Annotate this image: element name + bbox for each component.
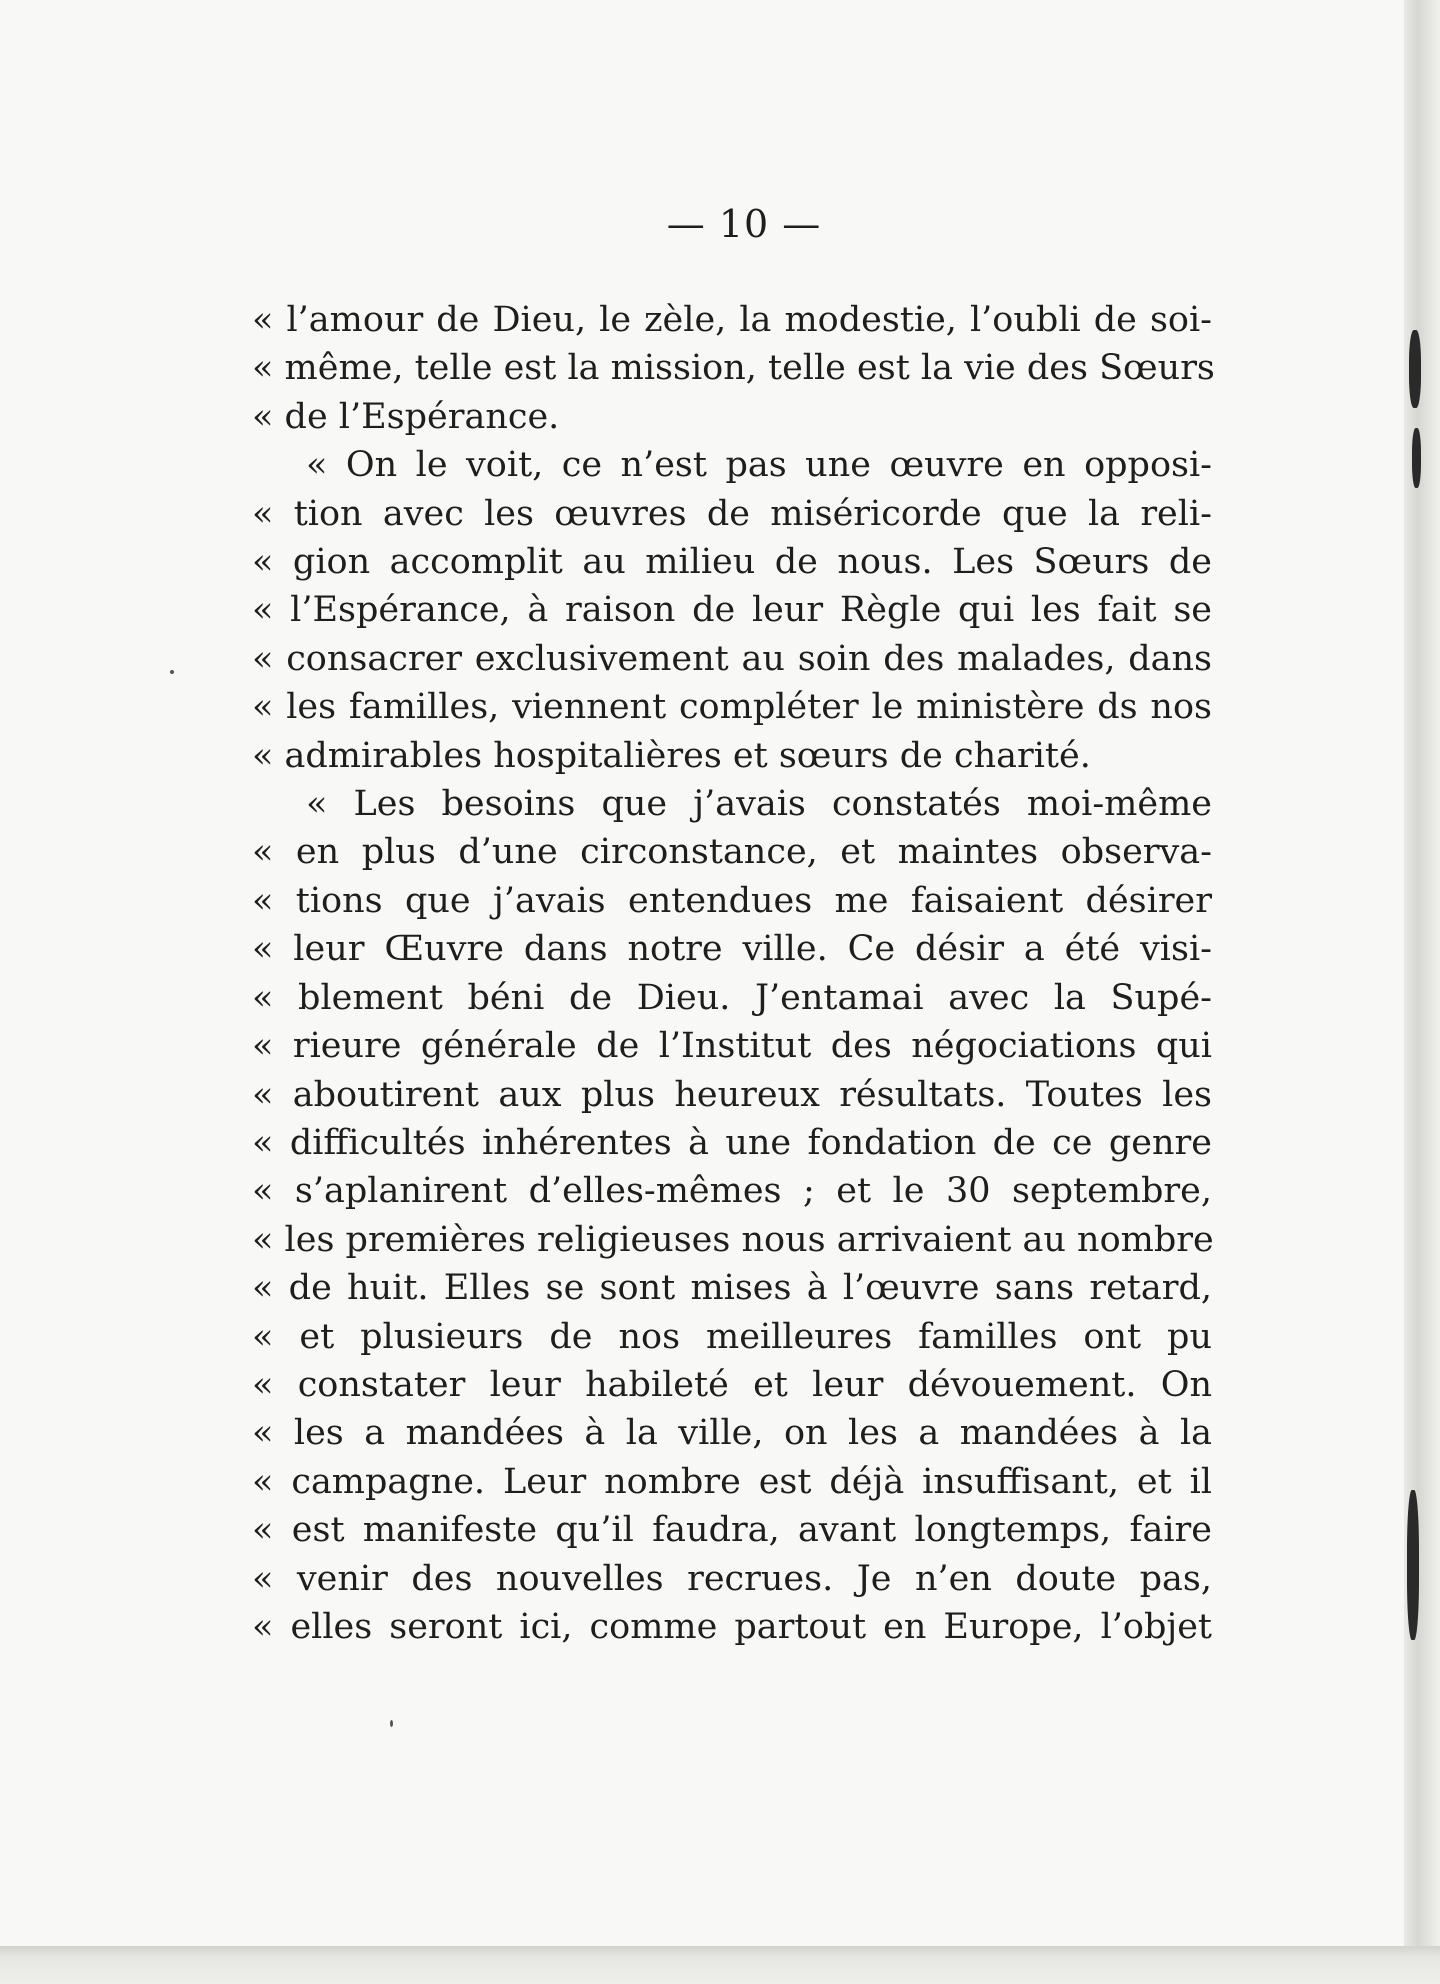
text-line: « est manifeste qu’il faudra, avant longtemps, faire bbox=[252, 1510, 1212, 1551]
text-line: « tion avec les œuvres de miséricorde que la reli- bbox=[252, 493, 1212, 534]
text-line: « aboutirent aux plus heureux résultats. Toutes les bbox=[252, 1074, 1212, 1115]
text-line: « blement béni de Dieu. J’entamai avec la Supé- bbox=[252, 977, 1212, 1018]
text-line: « s’aplanirent d’elles-mêmes ; et le 30 septembre, bbox=[252, 1171, 1212, 1212]
text-line: « rieure générale de l’Institut des négociations qui bbox=[252, 1026, 1212, 1067]
ink-speck bbox=[390, 1720, 393, 1727]
text-line: « de l’Espérance. bbox=[252, 396, 560, 437]
text-line: « l’amour de Dieu, le zèle, la modestie, l’oubli de soi- bbox=[252, 300, 1212, 340]
text-line: « l’Espérance, à raison de leur Règle qui les fait se bbox=[252, 590, 1212, 631]
text-line: « même, telle est la mission, telle est la vie des Sœurs bbox=[252, 348, 1215, 389]
text-line: « leur Œuvre dans notre ville. Ce désir a été visi- bbox=[252, 929, 1212, 970]
text-line: « gion accomplit au milieu de nous. Les Sœurs de bbox=[252, 542, 1212, 583]
text-line: « et plusieurs de nos meilleures familles ont pu bbox=[252, 1316, 1212, 1357]
text-line: « venir des nouvelles recrues. Je n’en doute pas, bbox=[252, 1558, 1212, 1599]
text-line: « constater leur habileté et leur dévouement. On bbox=[252, 1364, 1212, 1405]
text-line: « les premières religieuses nous arrivaient au nombre bbox=[252, 1219, 1214, 1260]
body-text bbox=[252, 296, 1215, 1651]
text-line: « Les besoins que j’avais constatés moi-même bbox=[306, 784, 1212, 825]
page-edge-right bbox=[1404, 0, 1440, 1984]
text-line: « les familles, viennent compléter le ministère ds nos bbox=[252, 687, 1212, 728]
text-line: « tions que j’avais entendues me faisaient désirer bbox=[252, 880, 1212, 921]
ink-speck bbox=[170, 670, 174, 674]
text-line: « de huit. Elles se sont mises à l’œuvre sans retard, bbox=[252, 1268, 1212, 1309]
text-line: « campagne. Leur nombre est déjà insuffisant, et il bbox=[252, 1461, 1212, 1502]
text-line: « difficultés inhérentes à une fondation de ce genre bbox=[252, 1122, 1212, 1163]
text-line: « On le voit, ce n’est pas une œuvre en opposi- bbox=[306, 445, 1212, 486]
text-line: « les a mandées à la ville, on les a mandées à la bbox=[252, 1413, 1212, 1454]
page-number: — 10 — bbox=[666, 202, 822, 246]
binding-mark-middle bbox=[1412, 428, 1421, 488]
text-line: « consacrer exclusivement au soin des malades, dans bbox=[252, 638, 1212, 679]
binding-mark-bottom bbox=[1407, 1490, 1419, 1640]
binding-mark-top bbox=[1409, 330, 1421, 408]
text-line: « admirables hospitalières et sœurs de charité. bbox=[252, 735, 1091, 776]
page-edge-bottom bbox=[0, 1946, 1440, 1984]
text-line: « elles seront ici, comme partout en Europe, l’objet bbox=[252, 1606, 1212, 1647]
text-line: « en plus d’une circonstance, et maintes observa- bbox=[252, 832, 1212, 873]
